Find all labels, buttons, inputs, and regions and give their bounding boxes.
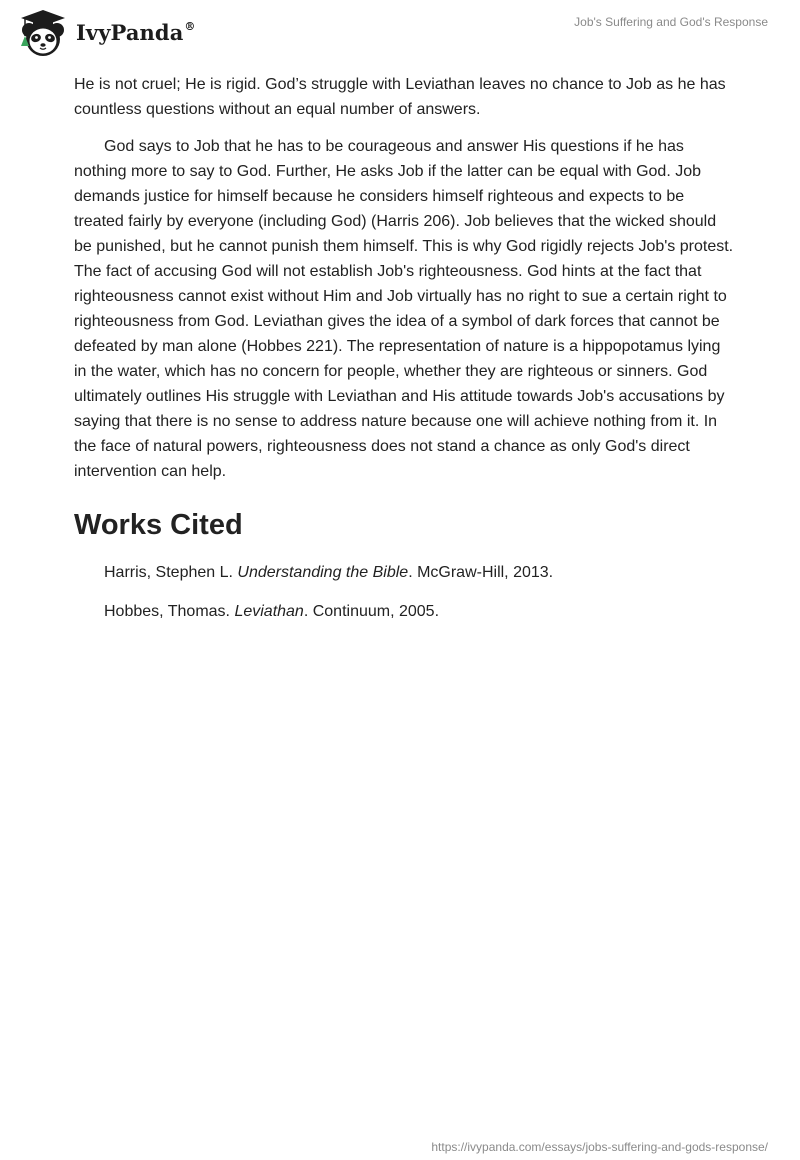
body-paragraph: He is not cruel; He is rigid. God’s struggle with Leviathan leaves no chance to Job as he has countless questions without an equal number of answers. xyxy=(74,76,726,118)
works-cited-heading: Works Cited xyxy=(74,509,243,541)
document-title: Job's Suffering and God's Response xyxy=(574,15,768,29)
ivypanda-logo[interactable] xyxy=(14,6,196,58)
body-paragraph: God says to Job that he has to be courageous and answer His questions if he has nothing more to say to God. Further, He asks Job if the latter can be equal with God. Job demands justice for himself because he considers himself righteous and expects to be treated fairly by everyone (including God) (Harris 206). Job believes that the wicked should be punished, but he cannot punish them himself. This is why God rigidly rejects Job's protest. The fact of accusing God will not establish Job's righteousness. God hints at the fact that righteousness cannot exist without Him and Job virtually has no right to sue a certain right to righteousness from God. Leviathan gives the idea of a symbol of dark forces that cannot be defeated by man alone (Hobbes 221). The representation of nature is a hippopotamus lying in the water, which has no concern for people, whether they are righteous or sinners. God ultimately outlines His struggle with Leviathan and His attitude towards Job's accusations by saying that there is no sense to address nature because one will achieve nothing from it. In the face of natural powers, righteousness does not stand a chance as only God's direct intervention can help. xyxy=(74,138,734,480)
citation-entry: Harris, Stephen L. Understanding the Bible. McGraw-Hill, 2013. xyxy=(104,564,554,581)
citation-title: Leviathan xyxy=(234,603,304,620)
source-url[interactable]: https://ivypanda.com/essays/jobs-suffering-and-gods-response/ xyxy=(431,1140,768,1154)
essay-content xyxy=(74,72,734,624)
brand-name: IvyPanda® xyxy=(76,19,196,45)
citation-title: Understanding the Bible xyxy=(237,564,409,581)
citation-entry: Hobbes, Thomas. Leviathan. Continuum, 2005. xyxy=(104,603,440,620)
works-cited-list xyxy=(74,560,734,624)
panda-graduation-cap-icon xyxy=(14,6,72,58)
